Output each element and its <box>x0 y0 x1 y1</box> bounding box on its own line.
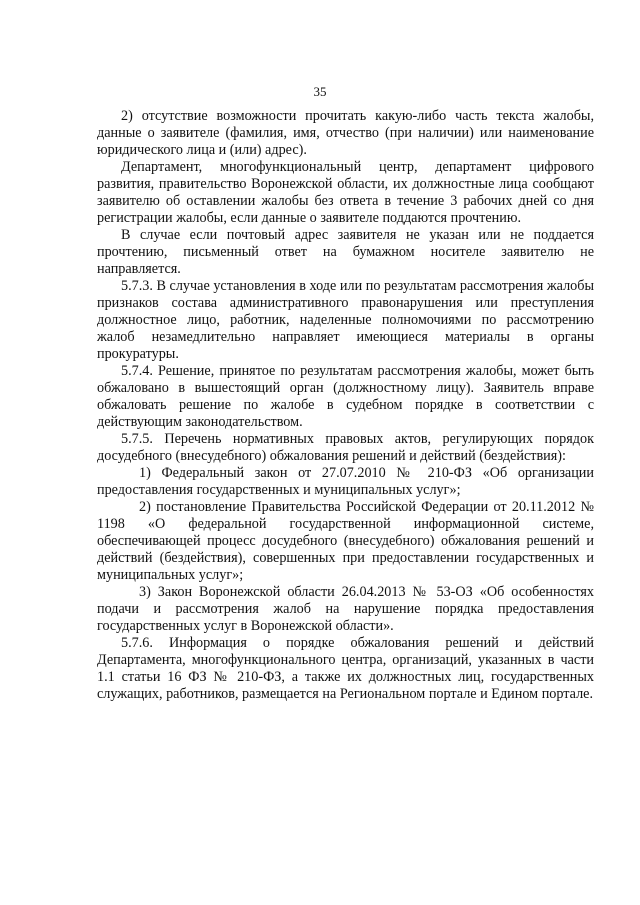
paragraph-5-7-5: 5.7.5. Перечень нормативных правовых актов, регулирующих порядок досудебного (внесудебного) обжалования решений и действий (бездействия): <box>97 431 594 464</box>
paragraph-missing-text-condition: 2) отсутствие возможности прочитать какую-либо часть текста жалобы, данные о заявителе (фамилия, имя, отчество (при наличии) или наименование юридического лица и (или) адрес). <box>97 108 594 158</box>
paragraph-notification-duty: Департамент, многофункциональный центр, департамент цифрового развития, правительство Воронежской области, их должностные лица сообщают заявителю об оставлении жалобы без ответа в течение 3 рабочих дней со дня регистрации жалобы, если данные о заявителе поддаются прочтению. <box>97 159 594 226</box>
list-item-federal-law: 1) Федеральный закон от 27.07.2010 № 210-ФЗ «Об организации предоставления государственных и муниципальных услуг»; <box>97 465 594 498</box>
paragraph-5-7-4: 5.7.4. Решение, принятое по результатам рассмотрения жалобы, может быть обжаловано в вышестоящий орган (должностному лицу). Заявитель вправе обжаловать решение по жалобе в судебном порядке в соответствии с действующим законодательством. <box>97 363 594 430</box>
paragraph-5-7-3: 5.7.3. В случае установления в ходе или по результатам рассмотрения жалобы признаков состава административного правонарушения или преступления должностное лицо, работник, наделенные полномочиями по рассмотрению жалоб незамедлительно направляет имеющиеся материалы в органы прокуратуры. <box>97 278 594 362</box>
document-body <box>97 108 594 703</box>
paragraph-no-postal-address: В случае если почтовый адрес заявителя не указан или не поддается прочтению, письменный ответ на бумажном носителе заявителю не направляется. <box>97 227 594 277</box>
list-item-regional-law: 3) Закон Воронежской области 26.04.2013 № 53-ОЗ «Об особенностях подачи и рассмотрения жалоб на нарушение порядка предоставления государственных услуг в Воронежской области». <box>97 584 594 634</box>
page-number: 35 <box>313 84 327 99</box>
list-item-government-decree: 2) постановление Правительства Российской Федерации от 20.11.2012 № 1198 «О федеральной государственной информационной системе, обеспечивающей процесс досудебного (внесудебного) обжалования решений и действий (бездействия), совершенных при предоставлении государственных и муниципальных услуг»; <box>97 499 594 583</box>
paragraph-5-7-6: 5.7.6. Информация о порядке обжалования решений и действий Департамента, многофункционального центра, организаций, указанных в части 1.1 статьи 16 ФЗ № 210-ФЗ, а также их должностных лиц, государственных служащих, работников, размещается на Региональном портале и Едином портале. <box>97 635 594 702</box>
